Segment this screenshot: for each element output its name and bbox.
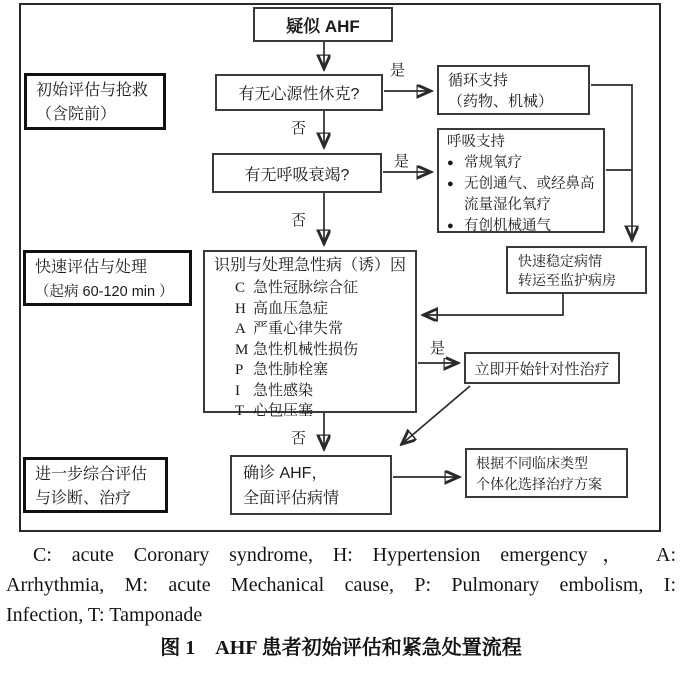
circulatory-support-box bbox=[437, 65, 590, 115]
label-no-shock: 否 bbox=[290, 117, 307, 138]
circulatory-support-detail: （药物、机械） bbox=[448, 93, 554, 110]
figure-title: 图 1 AHF 患者初始评估和紧急处置流程 bbox=[160, 637, 522, 659]
stage-further-line2: 与诊断、治疗 bbox=[35, 490, 132, 507]
champit-item bbox=[205, 381, 415, 402]
confirm-ahf-line1: 确诊 AHF， bbox=[243, 465, 328, 482]
stage-rapid-box bbox=[23, 250, 192, 306]
caption-line-3: Infection, T: Tamponade bbox=[6, 604, 203, 626]
champit-text: 高血压急症 bbox=[253, 299, 329, 317]
champit-letter: I bbox=[235, 382, 240, 399]
immediate-treatment-box bbox=[464, 352, 620, 384]
champit-item bbox=[205, 319, 415, 340]
stage-initial-line1: 初始评估与抢救 bbox=[36, 82, 149, 99]
champit-item bbox=[205, 401, 415, 422]
stabilize-line2: 转运至监护病房 bbox=[518, 272, 616, 288]
confirm-ahf-box bbox=[230, 455, 392, 515]
champit-item bbox=[205, 340, 415, 361]
champit-letter: H bbox=[235, 300, 246, 317]
stabilize-box bbox=[506, 246, 647, 294]
champit-title: 识别与处理急性病（诱）因 bbox=[213, 257, 406, 274]
label-no-resp: 否 bbox=[290, 209, 307, 230]
champit-item bbox=[205, 299, 415, 320]
respiratory-support-box bbox=[437, 128, 605, 233]
champit-letter: M bbox=[235, 341, 249, 358]
champit-box bbox=[203, 250, 417, 419]
respiratory-support-item bbox=[447, 153, 597, 174]
label-yes-shock: 是 bbox=[389, 59, 406, 80]
champit-letter: T bbox=[235, 403, 245, 419]
caption-line-1: C: acute Coronary syndrome, H: Hypertension emergency， A: bbox=[33, 544, 676, 566]
individualized-treatment-box bbox=[465, 448, 628, 498]
champit-letter: P bbox=[235, 362, 244, 378]
label-yes-resp: 是 bbox=[393, 150, 410, 171]
respiratory-support-item-text: 常规氧疗 bbox=[464, 155, 522, 171]
question-respiratory-failure: 有无呼吸衰竭? bbox=[244, 166, 350, 184]
question-respiratory-failure-box bbox=[212, 153, 382, 193]
question-cardiogenic-shock: 有无心源性休克? bbox=[238, 86, 360, 103]
stage-further-line1: 进一步综合评估 bbox=[35, 466, 148, 483]
champit-text: 严重心律失常 bbox=[253, 320, 344, 337]
respiratory-support-title: 呼吸支持 bbox=[447, 134, 505, 150]
champit-letter: C bbox=[235, 280, 246, 296]
arrow-stabilize-to-champit bbox=[425, 294, 563, 315]
champit-text: 急性肺栓塞 bbox=[253, 361, 329, 378]
champit-text: 急性机械性损伤 bbox=[253, 340, 359, 358]
stage-rapid-line2: （起病 60-120 min ） bbox=[35, 284, 174, 300]
label-yes-champit: 是 bbox=[429, 337, 446, 358]
stage-initial-line2: （含院前） bbox=[36, 106, 117, 123]
suspect-ahf-box bbox=[253, 7, 393, 42]
confirm-ahf-line2: 全面评估病情 bbox=[243, 490, 340, 507]
respiratory-support-item-text: 有创机械通气 bbox=[464, 218, 551, 234]
champit-item bbox=[205, 360, 415, 381]
caption-line-2: Arrhythmia, M: acute Mechanical cause, P: Pulmonary embolism, I: bbox=[6, 574, 676, 596]
bullet-icon: ● bbox=[447, 178, 454, 190]
individualized-line1: 根据不同临床类型 bbox=[476, 455, 588, 471]
champit-item bbox=[205, 278, 415, 299]
respiratory-support-item bbox=[447, 174, 597, 216]
circulatory-support-title: 循环支持 bbox=[448, 72, 509, 89]
bullet-icon: ● bbox=[447, 220, 454, 232]
champit-text: 心包压塞 bbox=[253, 402, 314, 419]
stage-further-box bbox=[23, 457, 168, 513]
question-cardiogenic-shock-box bbox=[215, 74, 383, 111]
respiratory-support-title-row bbox=[447, 132, 597, 153]
bullet-icon: ● bbox=[447, 157, 454, 169]
figure-caption bbox=[6, 540, 676, 630]
immediate-treatment-label: 立即开始针对性治疗 bbox=[474, 360, 610, 378]
respiratory-support-item-text: 无创通气、或经鼻高流量湿化氧疗 bbox=[464, 176, 595, 213]
label-no-champit: 否 bbox=[290, 427, 307, 448]
stage-rapid-line1: 快速评估与处理 bbox=[35, 259, 148, 276]
champit-text: 急性感染 bbox=[253, 381, 314, 399]
individualized-line2: 个体化选择治疗方案 bbox=[476, 476, 602, 492]
respiratory-support-item bbox=[447, 216, 597, 237]
stage-initial-box bbox=[24, 73, 166, 130]
stabilize-line1: 快速稳定病情 bbox=[518, 253, 602, 269]
champit-letter: A bbox=[235, 321, 246, 337]
suspect-ahf-label: 疑似 AHF bbox=[286, 17, 360, 36]
champit-text: 急性冠脉综合征 bbox=[253, 279, 359, 296]
